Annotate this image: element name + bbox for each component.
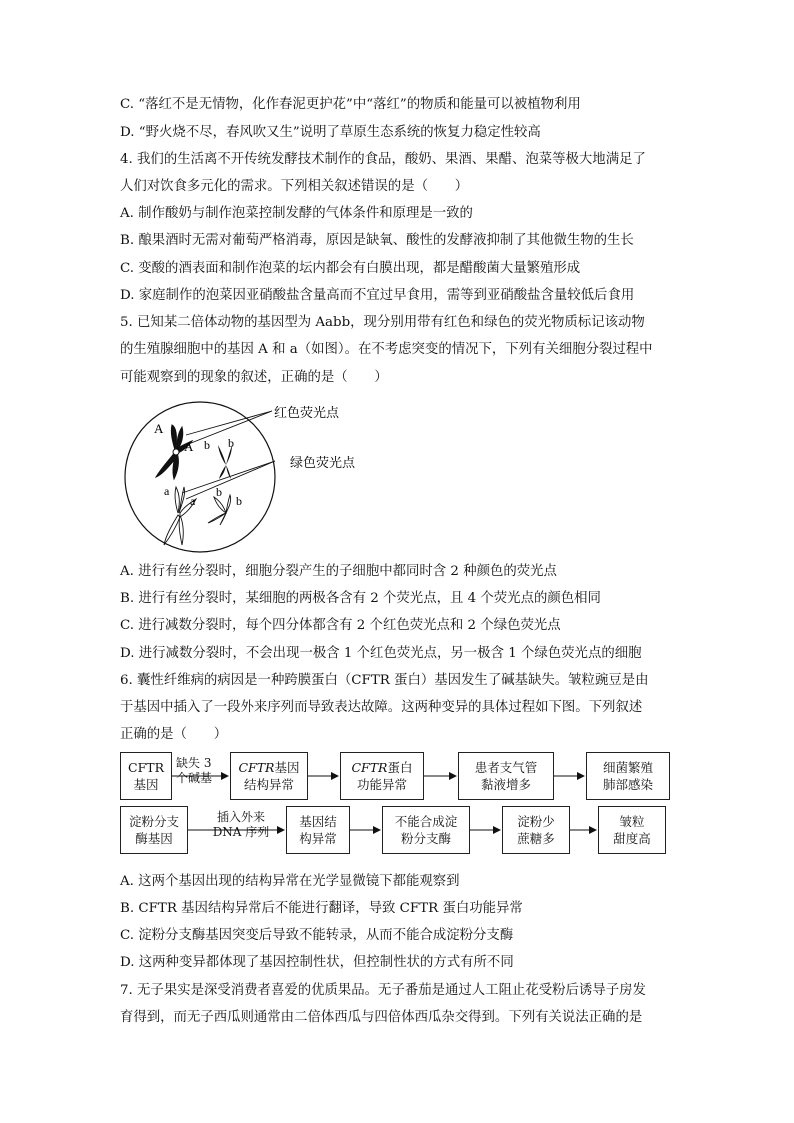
gene-label: b (204, 438, 210, 452)
gene-label: b (216, 485, 222, 499)
option-a-q5: A. 进行有丝分裂时，细胞分裂产生的子细胞中都同时含 2 种颜色的荧光点 (120, 564, 557, 579)
option-b-q6: B. CFTR 基因结构异常后不能进行翻译，导致 CFTR 蛋白功能异常 (120, 901, 523, 916)
flow-text: 功能异常 (356, 777, 407, 792)
option-c-q5: C. 进行减数分裂时，每个四分体都含有 2 个红色荧光点和 2 个绿色荧光点 (120, 618, 561, 633)
flow-box-mucus: 患者支气管 黏液增多 (458, 752, 554, 800)
flow-text: 结构异常 (243, 777, 294, 792)
option-b-q5: B. 进行有丝分裂时，某细胞的两极各含有 2 个荧光点，且 4 个荧光点的颜色相同 (120, 591, 601, 606)
question-4-stem-2: 人们对饮食多元化的需求。下列相关叙述错误的是（ ） (120, 179, 469, 194)
flow-box-gene-structure: 基因结 构异常 (286, 806, 350, 854)
flow-arrow-label-insertion: 插入外来 DNA 序列 (212, 810, 270, 839)
flow-text: 基因 (274, 760, 300, 775)
flow-text: 蛋白 (387, 760, 413, 775)
gene-label: A (184, 439, 194, 454)
option-b-q4: B. 酿果酒时无需对葡萄严格消毒，原因是缺氧、酸性的发酵液抑制了其他微生物的生长 (120, 233, 634, 248)
option-d-q3: D. “野火烧不尽，春风吹又生”说明了草原生态系统的恢复力稳定性较高 (120, 125, 541, 140)
question-6-stem-3: 正确的是（ ） (120, 727, 228, 742)
flow-box-low-starch: 淀粉少 蔗糖多 (502, 806, 570, 854)
question-6-stem-2: 于基因中插入了一段外来序列而导致表达故障。这两种变异的具体过程如下图。下列叙述 (120, 700, 643, 715)
gene-label: a (164, 484, 170, 498)
option-c-q3: C. “落红不是无情物，化作春泥更护花”中“落红”的物质和能量可以被植物利用 (120, 97, 581, 112)
question-4-stem-1: 4. 我们的生活离不开传统发酵技术制作的食品，酸奶、果酒、果醋、泡菜等极大地满足了 (120, 152, 646, 167)
gene-label: b (236, 494, 242, 508)
flow-box-wrinkled: 皱粒 甜度高 (598, 806, 666, 854)
red-fluorescence-label: 红色荧光点 (274, 406, 340, 421)
question-6-stem-1: 6. 囊性纤维病的病因是一种跨膜蛋白（CFTR 蛋白）基因发生了碱基缺失。皱粒豌豆是由 (120, 673, 649, 688)
question-5-stem-1: 5. 已知某二倍体动物的基因型为 Aabb，现分别用带有红色和绿色的荧光物质标记该动物 (120, 315, 645, 330)
flow-box-starch-gene: 淀粉分支 酶基因 (120, 806, 188, 854)
green-fluorescence-label: 绿色荧光点 (290, 456, 356, 471)
gene-label: a (190, 494, 196, 508)
option-d-q6: D. 这两种变异都体现了基因控制性状，但控制性状的方式有所不同 (120, 955, 514, 970)
question-5-stem-2: 的生殖腺细胞中的基因 A 和 a（如图）。在不考虑突变的情况下，下列有关细胞分裂过程中 (120, 342, 653, 357)
flow-box-no-enzyme: 不能合成淀 粉分支酶 (382, 806, 470, 854)
option-d-q4: D. 家庭制作的泡菜因亚硝酸盐含量高而不宜过早食用，需等到亚硝酸盐含量较低后食用 (120, 288, 635, 303)
flow-box-infection: 细菌繁殖 肺部感染 (586, 752, 670, 800)
option-c-q6: C. 淀粉分支酶基因突变后导致不能转录，从而不能合成淀粉分支酶 (120, 928, 514, 943)
option-c-q4: C. 变酸的酒表面和制作泡菜的坛内都会有白膜出现，都是醋酸菌大量繁殖形成 (120, 261, 581, 276)
option-a-q4: A. 制作酸奶与制作泡菜控制发酵的气体条件和原理是一致的 (120, 206, 473, 221)
question-7-stem-2: 育得到，而无子西瓜则通常由二倍体西瓜与四倍体西瓜杂交得到。下列有关说法正确的是 (120, 1010, 643, 1025)
gene-label: b (228, 436, 234, 450)
option-a-q6: A. 这两个基因出现的结构异常在光学显微镜下都能观察到 (120, 874, 460, 889)
gene-label: A (154, 421, 164, 436)
gene-name: CFTR (238, 760, 275, 775)
flow-box-cftr-gene: CFTR 基因 (120, 752, 172, 800)
flow-arrow-label-deletion: 缺失 3 个碱基 (176, 756, 213, 785)
gene-name: CFTR (351, 760, 388, 775)
question-7-stem-1: 7. 无子果实是深受消费者喜爱的优质果品。无子番茄是通过人工阻止花受粉后诱导子房发 (120, 983, 646, 998)
question-5-stem-3: 可能观察到的现象的叙述，正确的是（ ） (120, 370, 388, 385)
option-d-q5: D. 进行减数分裂时，不会出现一极含 1 个红色荧光点，另一极含 1 个绿色荧光点的细胞 (120, 646, 642, 661)
